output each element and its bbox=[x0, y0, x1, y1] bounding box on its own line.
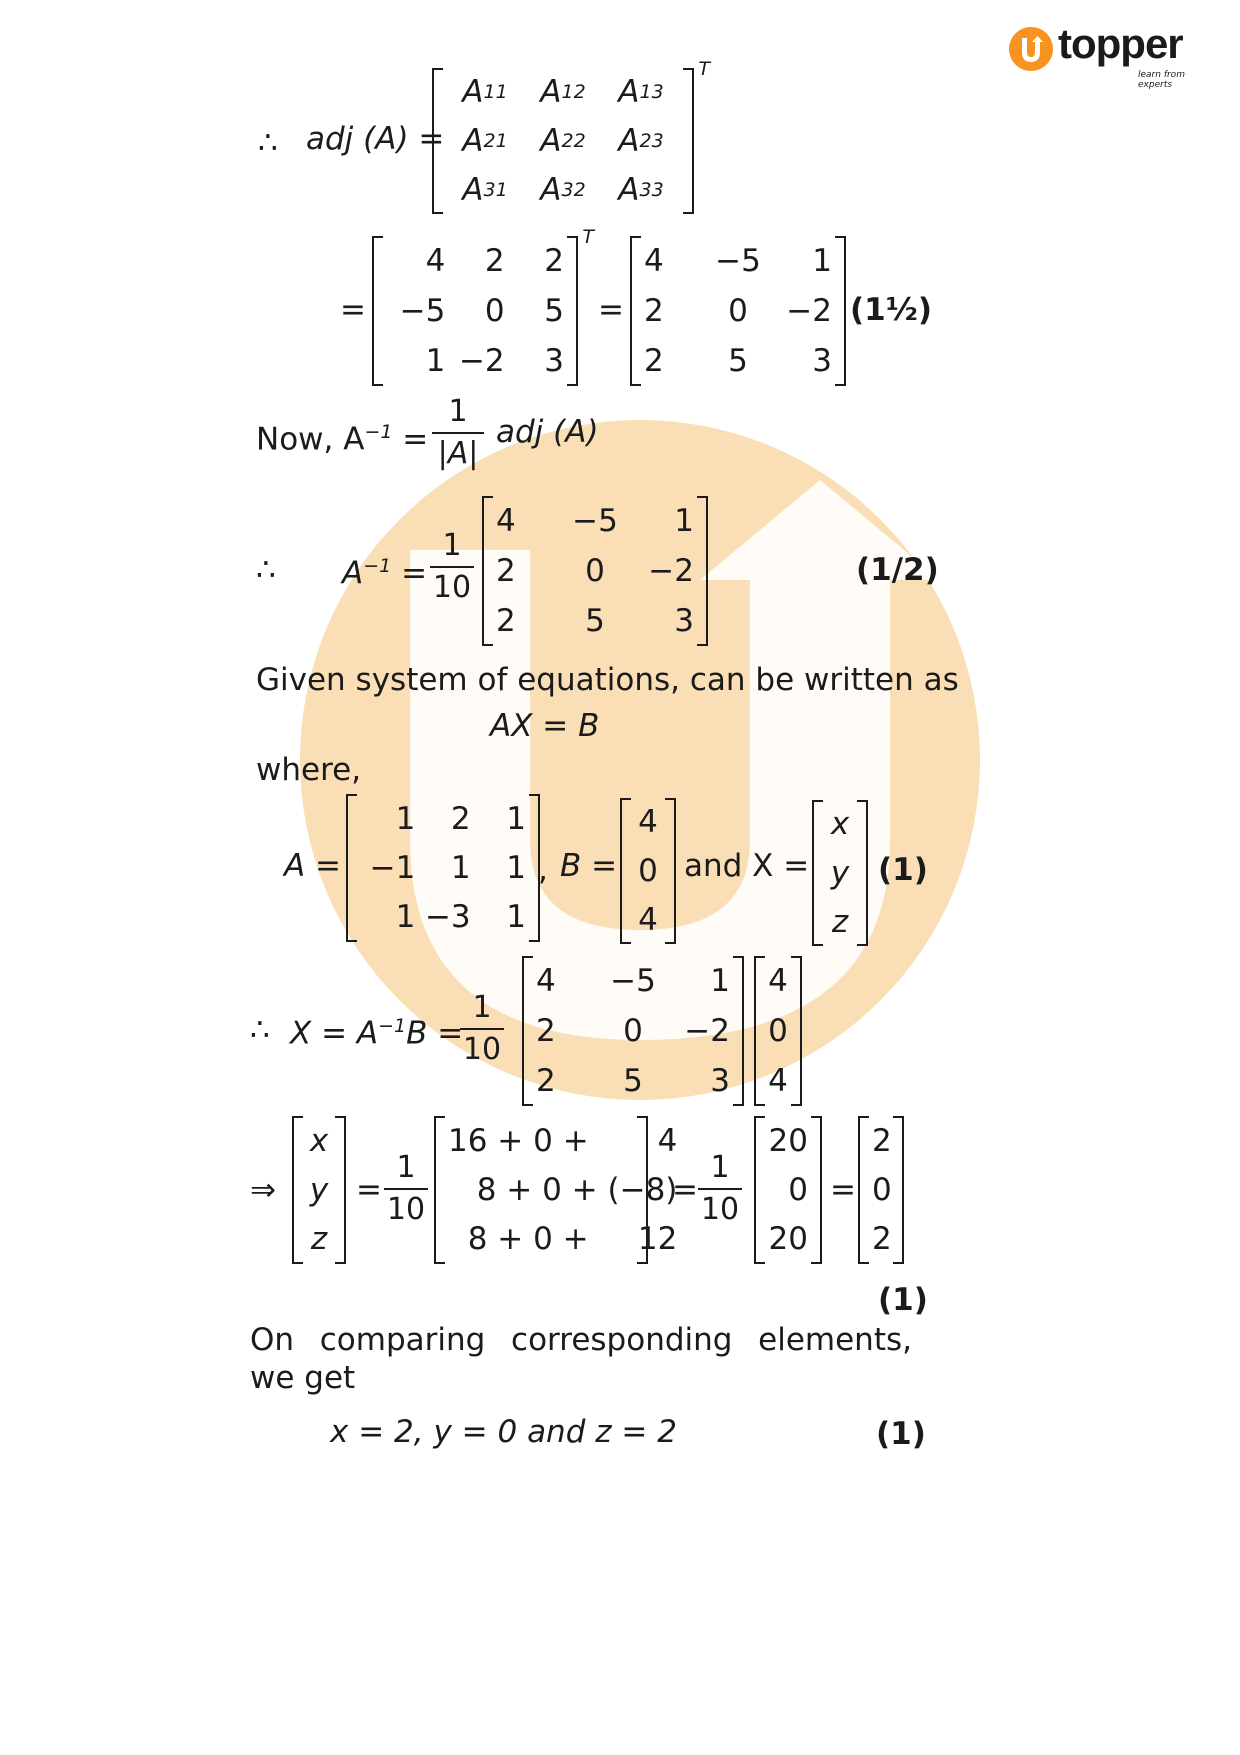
fraction: 1 |A| bbox=[432, 394, 484, 472]
vector-cell: z bbox=[310, 1221, 328, 1258]
marks-label: (1) bbox=[876, 1416, 926, 1452]
sum-vector bbox=[434, 1116, 678, 1264]
vector-cell: 0 bbox=[638, 852, 658, 889]
vector-cell: z bbox=[831, 903, 849, 940]
final-answer: x = 2, y = 0 and z = 2 bbox=[330, 1414, 677, 1450]
constant-vector bbox=[754, 956, 802, 1106]
matrix-cell: 1 bbox=[710, 963, 730, 999]
we-get-text: we get bbox=[250, 1360, 356, 1396]
matrix-cell: 3 bbox=[710, 1063, 730, 1099]
vector-cell: 16 + 0 + 4 bbox=[448, 1122, 678, 1159]
matrix-cell: 0 bbox=[585, 553, 605, 589]
brand-logo[interactable] bbox=[1008, 20, 1208, 90]
matrix-cell: 5 bbox=[585, 603, 605, 639]
brand-tagline: learn from experts bbox=[1138, 70, 1185, 90]
matrix-cell: A 21 bbox=[462, 122, 508, 159]
matrix-cell: 5 bbox=[544, 293, 564, 329]
constant-vector bbox=[620, 798, 676, 944]
cofactor-matrix bbox=[432, 58, 710, 214]
matrix-cell: 2 bbox=[450, 800, 471, 837]
matrix-cell: 2 bbox=[496, 553, 516, 589]
inverse-matrix bbox=[522, 956, 744, 1106]
matrix-cell: 2 bbox=[536, 1013, 556, 1049]
matrix-cell: 2 bbox=[644, 343, 664, 379]
vector-cell: 20 bbox=[768, 1221, 808, 1258]
vector-cell: x bbox=[830, 806, 850, 843]
matrix-cell: −1 bbox=[369, 849, 416, 886]
fraction: 1 10 bbox=[460, 990, 504, 1068]
cofactor-values-matrix bbox=[372, 226, 594, 386]
vector-cell: 8 + 0 + (−8) bbox=[476, 1171, 678, 1208]
inverse-matrix bbox=[482, 496, 708, 646]
equals-sign: = bbox=[830, 1172, 856, 1208]
equals-sign: = bbox=[340, 292, 366, 328]
matrix-cell: 1 bbox=[395, 800, 416, 837]
matrix-cell: −2 bbox=[648, 553, 694, 589]
matrix-cell: 5 bbox=[728, 343, 748, 379]
comma: , bbox=[538, 852, 548, 888]
vector-cell: 4 bbox=[768, 963, 788, 999]
vector-cell: 0 bbox=[768, 1013, 788, 1049]
matrix-cell: 0 bbox=[484, 293, 505, 329]
therefore-symbol: ∴ bbox=[250, 1012, 270, 1048]
conclusion-line: On comparing corresponding elements, bbox=[250, 1322, 912, 1358]
coefficient-matrix bbox=[346, 794, 540, 942]
matrix-cell: A 11 bbox=[462, 74, 508, 111]
matrix-cell: −5 bbox=[399, 293, 446, 329]
marks-label: (1) bbox=[878, 852, 928, 888]
a-label: A = bbox=[284, 848, 342, 884]
transpose-mark: T bbox=[698, 58, 710, 80]
implies-symbol: ⇒ bbox=[250, 1172, 276, 1208]
matrix-cell: −5 bbox=[715, 243, 761, 279]
matrix-equation: AX = B bbox=[490, 708, 600, 744]
vector-cell: 0 bbox=[788, 1171, 808, 1208]
matrix-cell: 1 bbox=[674, 503, 694, 539]
matrix-cell: 1 bbox=[425, 343, 446, 379]
matrix-cell: 0 bbox=[623, 1013, 643, 1049]
vector-cell: 20 bbox=[768, 1122, 808, 1159]
matrix-cell: 2 bbox=[544, 243, 564, 279]
therefore-symbol: ∴ bbox=[258, 125, 278, 161]
matrix-cell: −3 bbox=[424, 899, 471, 936]
vector-cell: 2 bbox=[872, 1221, 892, 1258]
matrix-cell: 3 bbox=[674, 603, 694, 639]
adjoint-matrix bbox=[630, 236, 846, 386]
matrix-cell: 4 bbox=[644, 243, 664, 279]
vector-cell: 8 + 0 + 12 bbox=[467, 1221, 678, 1258]
matrix-cell: A 23 bbox=[618, 122, 664, 159]
variable-vector bbox=[812, 800, 868, 946]
matrix-cell: 3 bbox=[812, 343, 832, 379]
vector-cell: 4 bbox=[638, 901, 658, 938]
equals-sign: = bbox=[598, 292, 624, 328]
and-x-label: and X = bbox=[684, 848, 810, 884]
fraction: 1 10 bbox=[384, 1150, 428, 1228]
matrix-cell: 1 bbox=[812, 243, 832, 279]
product-vector bbox=[754, 1116, 822, 1264]
inverse-lhs: $A^{-1}$ = bbox=[342, 555, 428, 592]
matrix-cell: −2 bbox=[684, 1013, 730, 1049]
equals-sign: = bbox=[672, 1172, 698, 1208]
matrix-cell: −2 bbox=[786, 293, 832, 329]
vector-cell: y bbox=[309, 1171, 329, 1208]
matrix-cell: −5 bbox=[572, 503, 618, 539]
marks-label: (1) bbox=[878, 1282, 928, 1318]
matrix-cell: 4 bbox=[496, 503, 516, 539]
matrix-cell: A 12 bbox=[540, 74, 586, 111]
matrix-cell: A 33 bbox=[618, 171, 664, 208]
matrix-cell: 3 bbox=[544, 343, 564, 379]
vector-cell: 4 bbox=[768, 1063, 788, 1099]
variable-vector bbox=[292, 1116, 346, 1264]
equals-sign: = bbox=[356, 1172, 382, 1208]
therefore-symbol: ∴ bbox=[256, 552, 276, 588]
topper-logo-icon bbox=[1008, 26, 1054, 72]
adj-text: adj (A) bbox=[496, 414, 599, 450]
adj-lhs: adj (A) = bbox=[306, 121, 445, 157]
matrix-cell: 0 bbox=[728, 293, 748, 329]
matrix-cell: 1 bbox=[506, 849, 526, 886]
x-lhs: $X = A^{-1}B$ = bbox=[290, 1015, 464, 1052]
matrix-cell: A 13 bbox=[618, 74, 664, 111]
vector-cell: 4 bbox=[638, 804, 658, 841]
system-text: Given system of equations, can be written as bbox=[256, 662, 959, 698]
vector-cell: y bbox=[830, 854, 850, 891]
vector-cell: x bbox=[309, 1122, 329, 1159]
transpose-mark: T bbox=[582, 226, 594, 248]
matrix-cell: 1 bbox=[506, 899, 526, 936]
matrix-cell: A 31 bbox=[462, 171, 508, 208]
matrix-cell: 1 bbox=[450, 849, 471, 886]
marks-label: (1/2) bbox=[856, 552, 939, 588]
fraction: 1 10 bbox=[430, 528, 474, 606]
matrix-cell: −2 bbox=[458, 343, 505, 379]
vector-cell: 0 bbox=[872, 1171, 892, 1208]
matrix-cell: 4 bbox=[536, 963, 556, 999]
matrix-cell: 2 bbox=[536, 1063, 556, 1099]
matrix-cell: A 22 bbox=[540, 122, 586, 159]
matrix-cell: 2 bbox=[484, 243, 505, 279]
vector-cell: 2 bbox=[872, 1122, 892, 1159]
matrix-cell: 2 bbox=[644, 293, 664, 329]
fraction: 1 10 bbox=[698, 1150, 742, 1228]
matrix-cell: 1 bbox=[506, 800, 526, 837]
now-text: Now, $A^{-1}$ = bbox=[256, 421, 429, 458]
matrix-cell: A 32 bbox=[540, 171, 586, 208]
result-vector bbox=[858, 1116, 904, 1264]
where-text: where, bbox=[256, 752, 362, 788]
matrix-cell: −5 bbox=[610, 963, 656, 999]
brand-name: topper bbox=[1058, 20, 1183, 67]
matrix-cell: 1 bbox=[395, 899, 416, 936]
b-label: B = bbox=[560, 848, 618, 884]
matrix-cell: 5 bbox=[623, 1063, 643, 1099]
matrix-cell: 2 bbox=[496, 603, 516, 639]
matrix-cell: 4 bbox=[425, 243, 446, 279]
marks-label: (1½) bbox=[850, 292, 932, 328]
